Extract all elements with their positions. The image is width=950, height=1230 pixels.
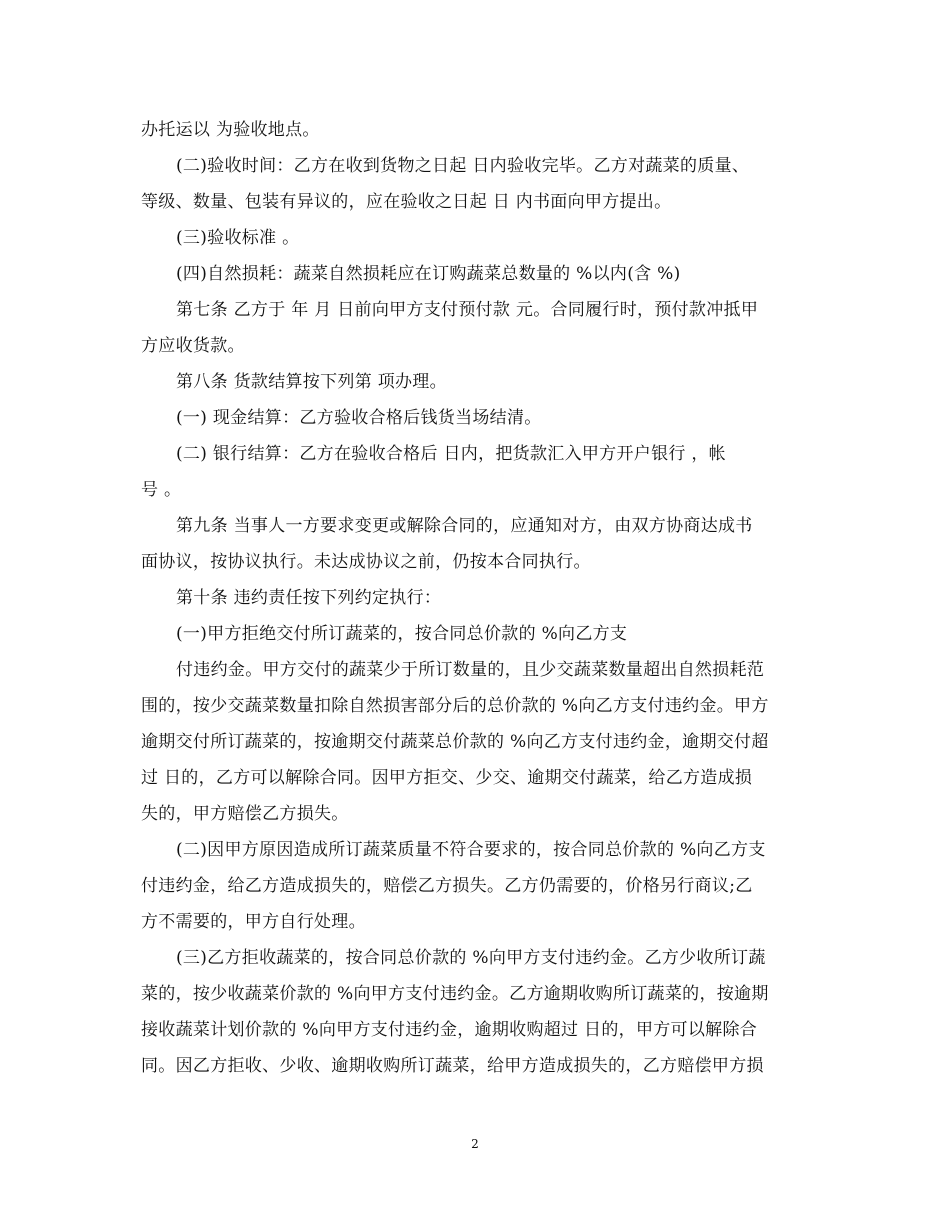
- text-line: (二) 银行结算：乙方在验收合格后 日内，把货款汇入甲方开户银行 ，帐: [176, 444, 726, 464]
- text-line: (二)因甲方原因造成所订蔬菜质量不符合要求的，按合同总价款的 %向乙方支: [176, 840, 766, 860]
- text-line: 菜的，按少收蔬菜价款的 %向甲方支付违约金。乙方逾期收购所订蔬菜的，按逾期: [141, 984, 769, 1004]
- text-line: (三)乙方拒收蔬菜的，按合同总价款的 %向甲方支付违约金。乙方少收所订蔬: [176, 948, 766, 968]
- text-line: 第十条 违约责任按下列约定执行：: [176, 588, 442, 608]
- text-line: 付违约金。甲方交付的蔬菜少于所订数量的，且少交蔬菜数量超出自然损耗范: [176, 660, 765, 680]
- text-line: 围的，按少交蔬菜数量扣除自然损害部分后的总价款的 %向乙方支付违约金。甲方: [141, 696, 769, 716]
- text-line: 付违约金，给乙方造成损失的，赔偿乙方损失。乙方仍需要的，价格另行商议;乙: [141, 876, 753, 896]
- text-line: 第八条 货款结算按下列第 项办理。: [176, 372, 447, 392]
- text-line: (一)甲方拒绝交付所订蔬菜的，按合同总价款的 %向乙方支: [176, 624, 628, 644]
- text-line: (四)自然损耗：蔬菜自然损耗应在订购蔬菜总数量的 %以内(含 %): [176, 264, 681, 284]
- text-line: 方应收货款。: [141, 336, 245, 356]
- text-line: 面协议，按协议执行。未达成协议之前，仍按本合同执行。: [141, 552, 591, 572]
- text-line: 失的，甲方赔偿乙方损失。: [141, 804, 349, 824]
- text-line: 第九条 当事人一方要求变更或解除合同的，应通知对方，由双方协商达成书: [176, 516, 753, 536]
- text-line: 过 日的，乙方可以解除合同。因甲方拒交、少交、逾期交付蔬菜，给乙方造成损: [141, 768, 753, 788]
- page-number: 2: [471, 1137, 479, 1151]
- text-line: 号 。: [141, 480, 182, 500]
- text-line: 同。因乙方拒收、少收、逾期收购所订蔬菜，给甲方造成损失的，乙方赔偿甲方损: [141, 1056, 764, 1076]
- text-line: 接收蔬菜计划价款的 %向甲方支付违约金，逾期收购超过 日的，甲方可以解除合: [141, 1020, 758, 1040]
- text-line: (三)验收标准 。: [176, 228, 300, 248]
- text-line: 逾期交付所订蔬菜的，按逾期交付蔬菜总价款的 %向乙方支付违约金，逾期交付超: [141, 732, 769, 752]
- body-text: [141, 112, 821, 1084]
- text-line: 方不需要的，甲方自行处理。: [141, 912, 366, 932]
- text-line: 等级、数量、包装有异议的，应在验收之日起 日 内书面向甲方提出。: [141, 192, 672, 212]
- text-line: (一) 现金结算：乙方验收合格后钱货当场结清。: [176, 408, 542, 428]
- text-line: (二)验收时间：乙方在收到货物之日起 日内验收完毕。乙方对蔬菜的质量、: [176, 156, 750, 176]
- text-line: 第七条 乙方于 年 月 日前向甲方支付预付款 元。合同履行时，预付款冲抵甲: [176, 300, 759, 320]
- text-line: 办托运以 为验收地点。: [141, 120, 320, 140]
